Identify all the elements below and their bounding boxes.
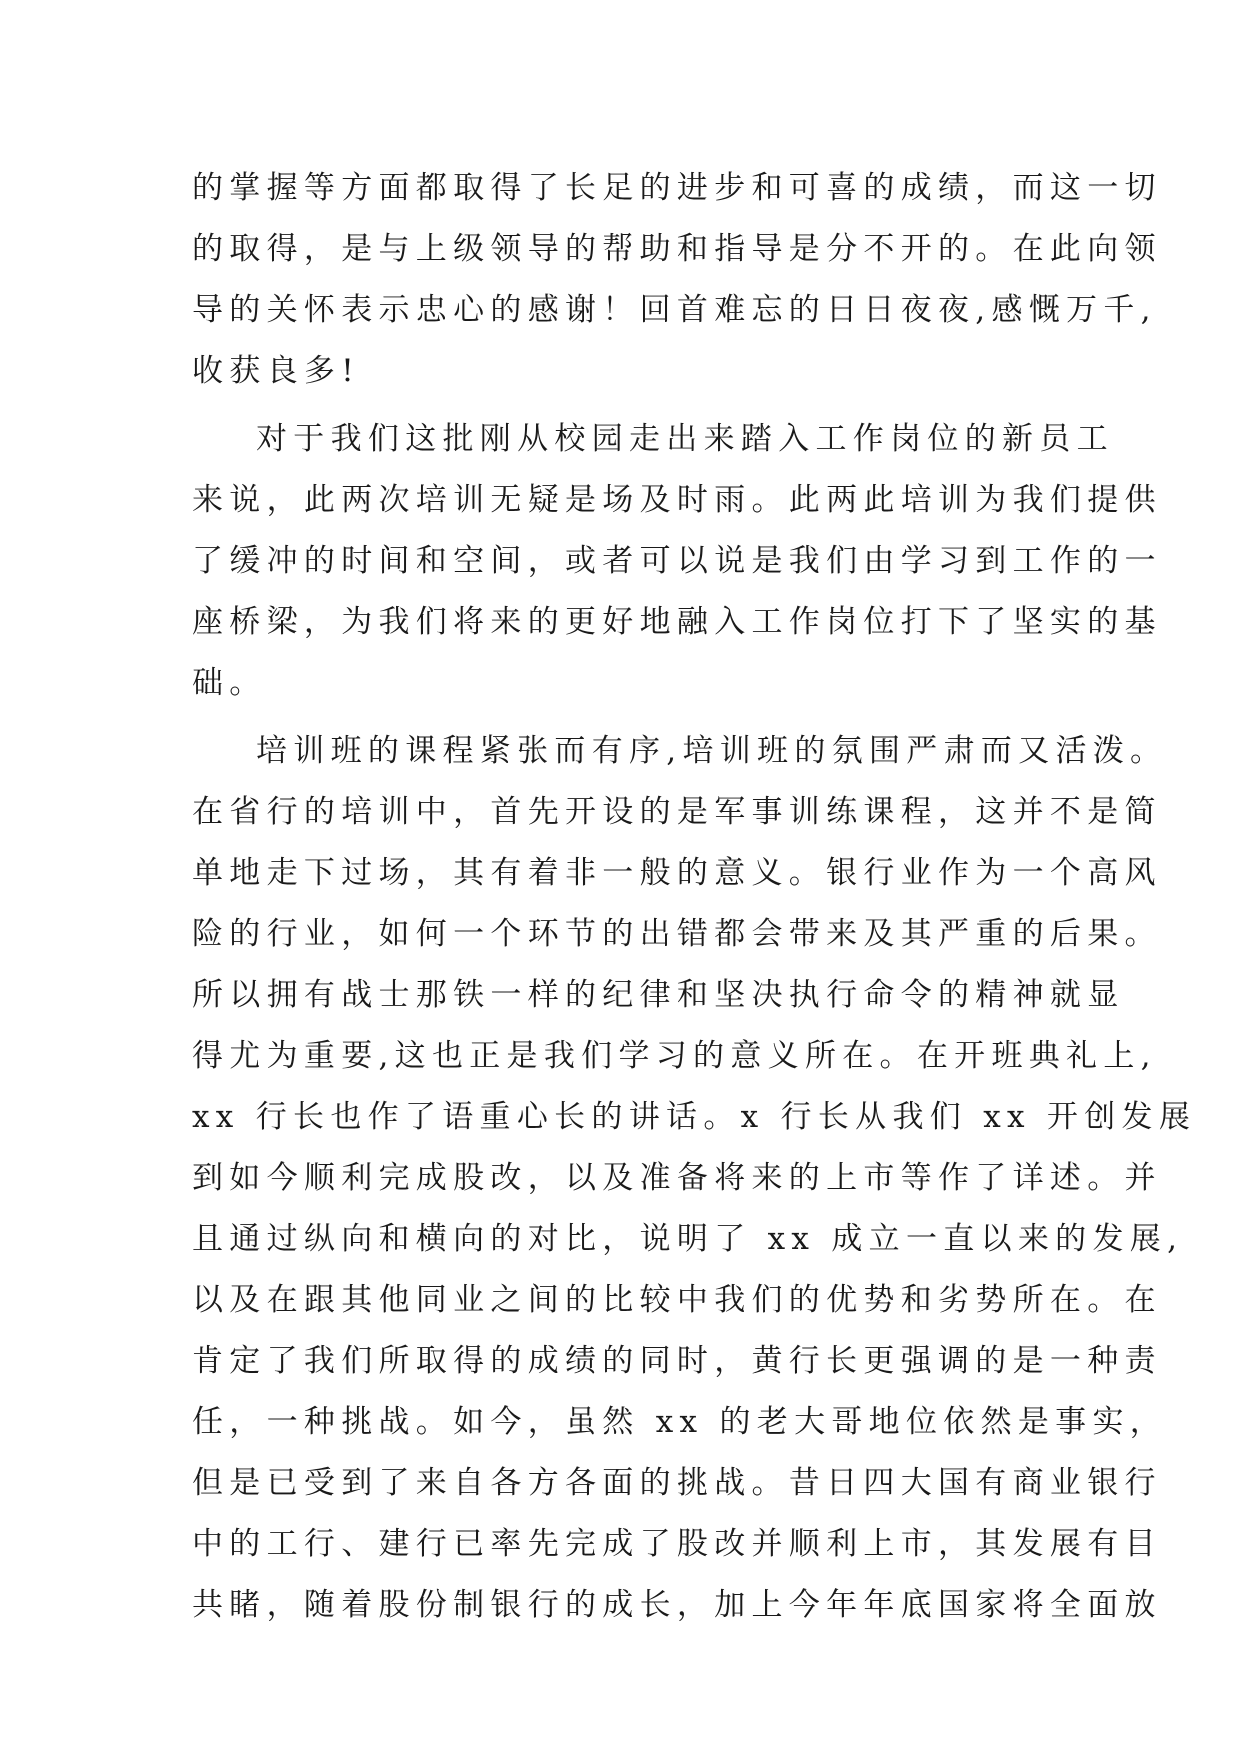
text-line: 到如今顺利完成股改，以及准备将来的上市等作了详述。并 xyxy=(192,1160,1162,1196)
text-line: 得尤为重要,这也正是我们学习的意义所在。在开班典礼上, xyxy=(192,1038,1157,1074)
text-line: 座桥梁，为我们将来的更好地融入工作岗位打下了坚实的基 xyxy=(192,604,1162,640)
paragraph-1 xyxy=(192,158,1162,402)
text-line: 共睹，随着股份制银行的成长，加上今年年底国家将全面放 xyxy=(192,1587,1162,1623)
text-line: 础。 xyxy=(192,665,267,701)
text-line: 导的关怀表示忠心的感谢！回首难忘的日日夜夜,感慨万千, xyxy=(192,292,1157,328)
text-line: 的取得，是与上级领导的帮助和指导是分不开的。在此向领 xyxy=(192,231,1162,267)
paragraph-2 xyxy=(192,409,1162,714)
text-line: 所以拥有战士那铁一样的纪律和坚决执行命令的精神就显 xyxy=(192,977,1125,1013)
text-line: 的掌握等方面都取得了长足的进步和可喜的成绩，而这一切 xyxy=(192,170,1162,206)
text-line: xx 行长也作了语重心长的讲话。x 行长从我们 xx 开创发展 xyxy=(192,1099,1197,1135)
text-line: 且通过纵向和横向的对比，说明了 xx 成立一直以来的发展, xyxy=(192,1221,1184,1257)
text-line: 单地走下过场，其有着非一般的意义。银行业作为一个高风 xyxy=(192,855,1162,891)
text-line: 险的行业，如何一个环节的出错都会带来及其严重的后果。 xyxy=(192,916,1162,952)
document-body xyxy=(192,158,1197,1636)
text-line: 但是已受到了来自各方各面的挑战。昔日四大国有商业银行 xyxy=(192,1465,1162,1501)
text-line: 以及在跟其他同业之间的比较中我们的优势和劣势所在。在 xyxy=(192,1282,1162,1318)
text-line: 了缓冲的时间和空间，或者可以说是我们由学习到工作的一 xyxy=(192,543,1162,579)
text-line: 收获良多! xyxy=(192,353,360,389)
paragraph-3 xyxy=(192,721,1197,1636)
text-line: 肯定了我们所取得的成绩的同时，黄行长更强调的是一种责 xyxy=(192,1343,1162,1379)
text-line: 中的工行、建行已率先完成了股改并顺利上市，其发展有目 xyxy=(192,1526,1162,1562)
text-line: 任，一种挑战。如今，虽然 xx 的老大哥地位依然是事实， xyxy=(192,1404,1168,1440)
text-line: 来说，此两次培训无疑是场及时雨。此两此培训为我们提供 xyxy=(192,482,1162,518)
text-line-first: 培训班的课程紧张而有序,培训班的氛围严肃而又活泼。 xyxy=(256,733,1168,769)
text-line-first: 对于我们这批刚从校园走出来踏入工作岗位的新员工 xyxy=(256,421,1114,457)
paragraph-gap xyxy=(192,714,1092,721)
text-line: 在省行的培训中，首先开设的是军事训练课程，这并不是简 xyxy=(192,794,1162,830)
paragraph-gap xyxy=(192,402,1092,409)
